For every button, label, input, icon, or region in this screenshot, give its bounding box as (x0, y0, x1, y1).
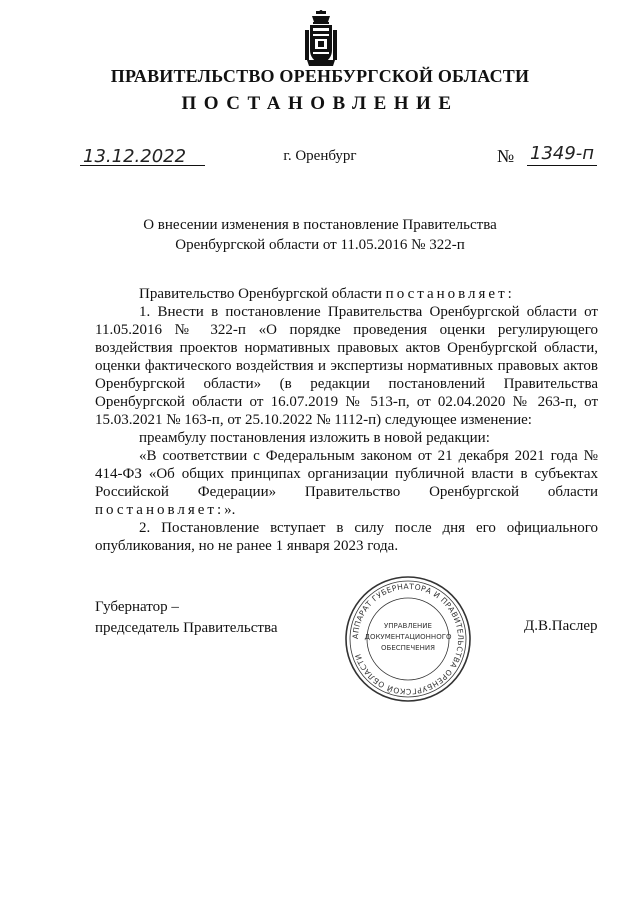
stamp-line-3: ОБЕСПЕЧЕНИЯ (381, 644, 435, 652)
subject-line-1: О внесении изменения в постановление Правительства (143, 217, 497, 233)
new-preamble-verb: постановляет: (95, 502, 225, 518)
position-line-2: председатель Правительства (95, 620, 278, 636)
stamp-line-2: ДОКУМЕНТАЦИОННОГО (364, 633, 452, 641)
position-line-1: Губернатор – (95, 599, 179, 615)
clause-1: 1. Внести в постановление Правительства Оренбургской области от 11.05.2016 № 322-п «О порядке проведения оценки регулирующего воздействия проектов нормативных правовых актов Оренбургской области, оценки фактического воздействия и экспертизы нормативных правовых актов Оренбургской области» (в редакции постановлений Правительства Оренбургской области от 16.07.2019 № 513-п, от 02.04.2020 № 263-п, от 15.03.2021 № 163-п, от 25.10.2022 № 1112-п) следующее изменение: (95, 304, 598, 428)
decree-body (95, 285, 598, 555)
number-label: № (497, 146, 515, 166)
preamble-text: Правительство Оренбургской области (139, 286, 386, 302)
official-stamp (344, 575, 472, 703)
preamble-verb: постановляет: (385, 286, 515, 302)
clause-2: 2. Постановление вступает в силу после дня его официального опубликования, но не ранее 1 января 2023 года. (95, 520, 598, 554)
stamp-outer-text: АППАРАТ ГУБЕРНАТОРА И ПРАВИТЕЛЬСТВА ОРЕНБУРГСКОЙ ОБЛАСТИ (350, 581, 466, 697)
decree-date: 13.12.2022 (83, 146, 187, 167)
decree-city: г. Оренбург (283, 148, 357, 164)
date-underline (80, 165, 205, 166)
government-title: ПРАВИТЕЛЬСТВО ОРЕНБУРГСКОЙ ОБЛАСТИ (110, 66, 530, 86)
signatory-name: Д.В.Паслер (524, 618, 598, 634)
new-preamble-end: ». (224, 502, 236, 518)
stamp-line-1: УПРАВЛЕНИЕ (384, 622, 432, 630)
signatory-position (95, 597, 278, 639)
coat-of-arms-icon (303, 10, 339, 68)
clause-1-instruction: преамбулу постановления изложить в новой редакции: (139, 430, 490, 446)
preamble-paragraph (95, 285, 598, 303)
decree-subject (0, 215, 640, 255)
number-underline (527, 165, 597, 166)
subject-line-2: Оренбургской области от 11.05.2016 № 322-п (175, 237, 465, 253)
document-type: ПОСТАНОВЛЕНИЕ (181, 93, 459, 114)
new-preamble (95, 447, 598, 519)
decree-number: 1349-п (530, 143, 595, 164)
new-preamble-text: «В соответствии с Федеральным законом от 21 декабря 2021 года № 414-ФЗ «Об общих принципах организации публичной власти в субъектах Российской Федерации» Правительство Оренбургской области (95, 448, 598, 500)
